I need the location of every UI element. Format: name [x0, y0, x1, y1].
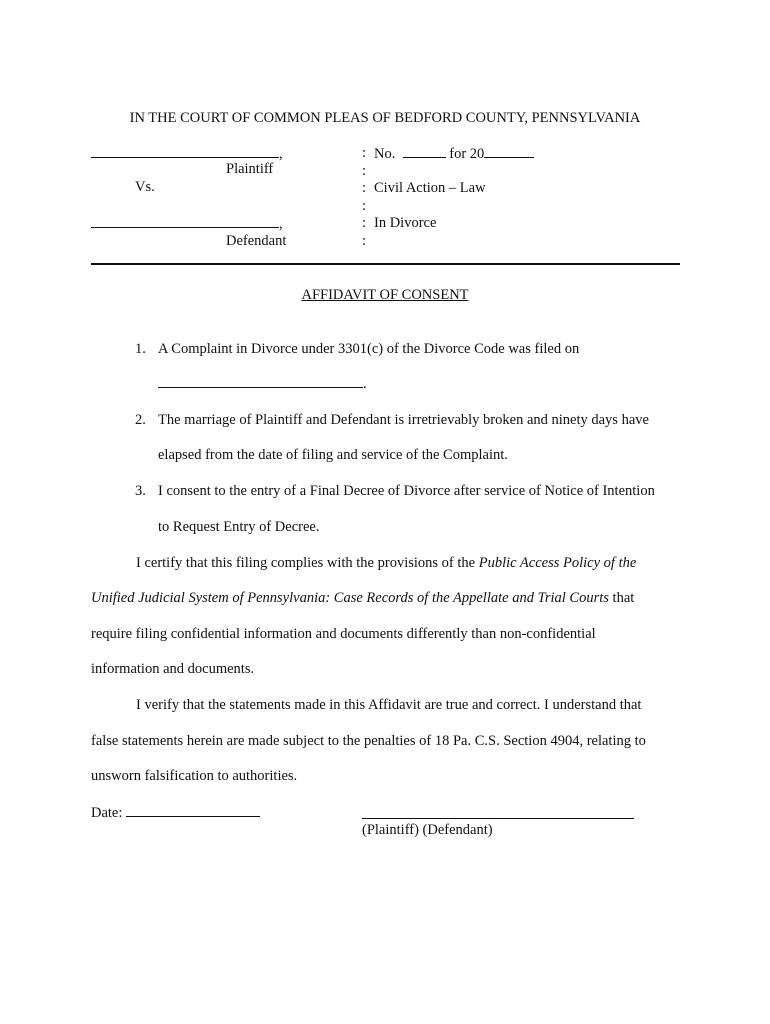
- paragraph-text: elapsed from the date of filing and service of the Complaint.: [158, 447, 508, 463]
- plaintiff-label: Plaintiff: [226, 161, 274, 177]
- date-field[interactable]: [126, 805, 260, 817]
- paragraph-number: 2.: [135, 412, 146, 428]
- caption-colon: :: [362, 145, 367, 161]
- caption-colon: :: [362, 198, 367, 214]
- case-number-field[interactable]: [403, 146, 446, 158]
- plaintiff-name-field[interactable]: [91, 146, 283, 162]
- case-year-field[interactable]: [484, 146, 534, 158]
- court-title: IN THE COURT OF COMMON PLEAS OF BEDFORD COUNTY, PENNSYLVANIA: [129, 110, 641, 126]
- paragraph-text: to Request Entry of Decree.: [158, 519, 320, 535]
- case-year-label: for 20: [449, 146, 485, 162]
- in-divorce-label: In Divorce: [374, 215, 437, 231]
- certification-line: information and documents.: [91, 661, 255, 677]
- case-number-row: [374, 146, 534, 162]
- plaintiff-comma: ,: [279, 146, 283, 162]
- verification-line: unsworn falsification to authorities.: [91, 768, 298, 784]
- policy-title: Public Access Policy of the: [478, 555, 637, 571]
- verification-line: I verify that the statements made in this Affidavit are true and correct. I understand that: [136, 697, 642, 713]
- civil-action-label: Civil Action – Law: [374, 180, 486, 196]
- defendant-name-field[interactable]: [91, 216, 283, 232]
- policy-title: Unified Judicial System of Pennsylvania: Case Records of the Appellate and Trial Courts: [91, 590, 609, 606]
- certification-line: [91, 591, 634, 606]
- certification-line: [136, 556, 636, 571]
- case-number-label: No.: [374, 146, 396, 162]
- defendant-comma: ,: [279, 216, 283, 232]
- caption-colon: :: [362, 233, 367, 249]
- paragraph-text: I consent to the entry of a Final Decree of Divorce after service of Notice of Intention: [158, 483, 655, 499]
- date-label: Date:: [91, 805, 123, 821]
- date-row: [91, 805, 260, 821]
- complaint-filed-date-field[interactable]: [158, 376, 367, 392]
- document-title: AFFIDAVIT OF CONSENT: [301, 287, 469, 303]
- versus-label: Vs.: [135, 179, 155, 195]
- sentence-period: .: [363, 376, 367, 392]
- certification-text: I certify that this filing complies with the provisions of the: [136, 555, 479, 571]
- signature-field[interactable]: [362, 818, 634, 819]
- defendant-label: Defendant: [226, 233, 287, 249]
- paragraph-number: 1.: [135, 341, 146, 357]
- caption-divider: [91, 263, 680, 265]
- signature-caption: (Plaintiff) (Defendant): [362, 822, 493, 838]
- paragraph-text: A Complaint in Divorce under 3301(c) of the Divorce Code was filed on: [158, 341, 580, 357]
- verification-line: false statements herein are made subject to the penalties of 18 Pa. C.S. Section 4904, relating to: [91, 733, 646, 749]
- caption-colon: :: [362, 163, 367, 179]
- caption-colon: :: [362, 180, 367, 196]
- paragraph-text: The marriage of Plaintiff and Defendant is irretrievably broken and ninety days have: [158, 412, 649, 428]
- certification-text: that: [608, 590, 635, 606]
- caption-colon: :: [362, 215, 367, 231]
- certification-line: require filing confidential information and documents differently than non-confidential: [91, 626, 596, 642]
- paragraph-number: 3.: [135, 483, 146, 499]
